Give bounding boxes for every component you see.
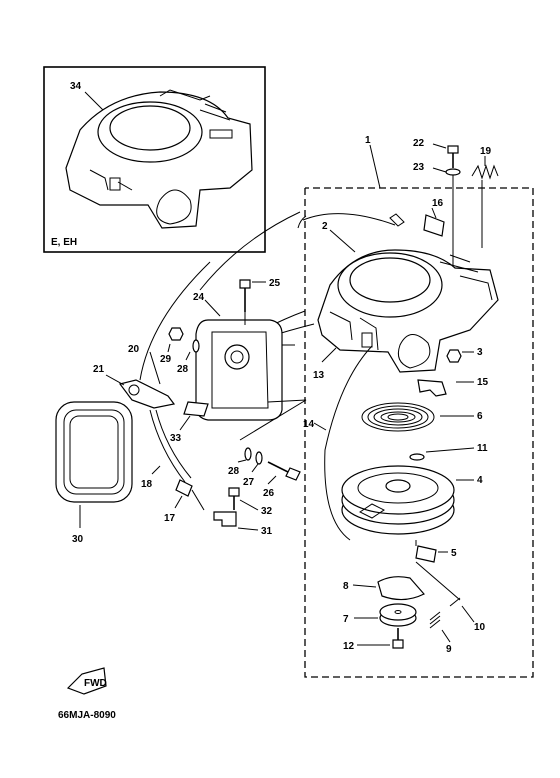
callout-19: 19	[480, 146, 492, 157]
pulley-4	[342, 466, 454, 534]
callout-28-lower: 28	[228, 466, 240, 477]
variant-label: E, EH	[51, 237, 78, 248]
callout-23: 23	[413, 162, 425, 173]
clamp-17	[176, 480, 192, 496]
nut-3	[447, 350, 461, 362]
callout-1: 1	[365, 135, 371, 146]
starter-housing	[318, 250, 498, 372]
variant-inset	[44, 67, 265, 252]
bolt-26	[268, 462, 300, 480]
callout-11: 11	[477, 443, 488, 454]
callout-18: 18	[141, 479, 153, 490]
plate-33	[184, 402, 208, 416]
callout-16: 16	[432, 198, 444, 209]
callout-10: 10	[474, 622, 486, 633]
fwd-label: FWD	[84, 678, 107, 689]
callout-14: 14	[303, 419, 315, 430]
washer-27	[256, 452, 262, 464]
recoil-spring-6	[362, 403, 434, 431]
cover-30	[56, 402, 132, 502]
bolt-12	[393, 628, 403, 648]
washer-28-lower	[245, 448, 251, 460]
callout-8: 8	[343, 581, 349, 592]
fwd-arrow	[68, 668, 107, 694]
callout-2: 2	[322, 221, 328, 232]
spring-9	[430, 612, 440, 628]
bolt-22	[448, 146, 458, 168]
callout-5: 5	[451, 548, 457, 559]
plate-8	[378, 577, 424, 600]
spring-19	[472, 166, 498, 178]
callout-12: 12	[343, 641, 355, 652]
part-15	[418, 380, 446, 396]
nut-29	[169, 328, 183, 340]
washer-11	[410, 454, 424, 460]
callout-25: 25	[269, 278, 281, 289]
callout-20: 20	[128, 344, 140, 355]
callout-13: 13	[313, 370, 325, 381]
lever-21	[120, 380, 174, 408]
plate-16	[424, 215, 444, 236]
callout-6: 6	[477, 411, 483, 422]
callout-21: 21	[93, 364, 105, 375]
callout-32: 32	[261, 506, 273, 517]
callout-27: 27	[243, 477, 255, 488]
pawl-5	[416, 546, 436, 562]
inset-starter-housing	[66, 90, 252, 228]
bolt-25	[240, 280, 250, 312]
callout-31: 31	[261, 526, 273, 537]
callout-4: 4	[477, 475, 483, 486]
callout-30: 30	[72, 534, 84, 545]
callout-29: 29	[160, 354, 172, 365]
diagram-code: 66MJA-8090	[58, 710, 116, 721]
washer-23	[446, 169, 460, 175]
callout-17: 17	[164, 513, 176, 524]
callout-26: 26	[263, 488, 275, 499]
callout-33: 33	[170, 433, 182, 444]
callout-28-upper: 28	[177, 364, 189, 375]
washer-28-upper	[193, 340, 199, 352]
callout-34: 34	[70, 81, 82, 92]
callout-3: 3	[477, 347, 483, 358]
callout-22: 22	[413, 138, 425, 149]
bolt-32	[229, 488, 239, 510]
callout-24: 24	[193, 292, 205, 303]
callout-15: 15	[477, 377, 489, 388]
bracket-24	[196, 320, 295, 420]
bracket-31	[214, 512, 236, 526]
callout-9: 9	[446, 644, 452, 655]
callout-7: 7	[343, 614, 349, 625]
drive-plate-7	[380, 604, 416, 626]
